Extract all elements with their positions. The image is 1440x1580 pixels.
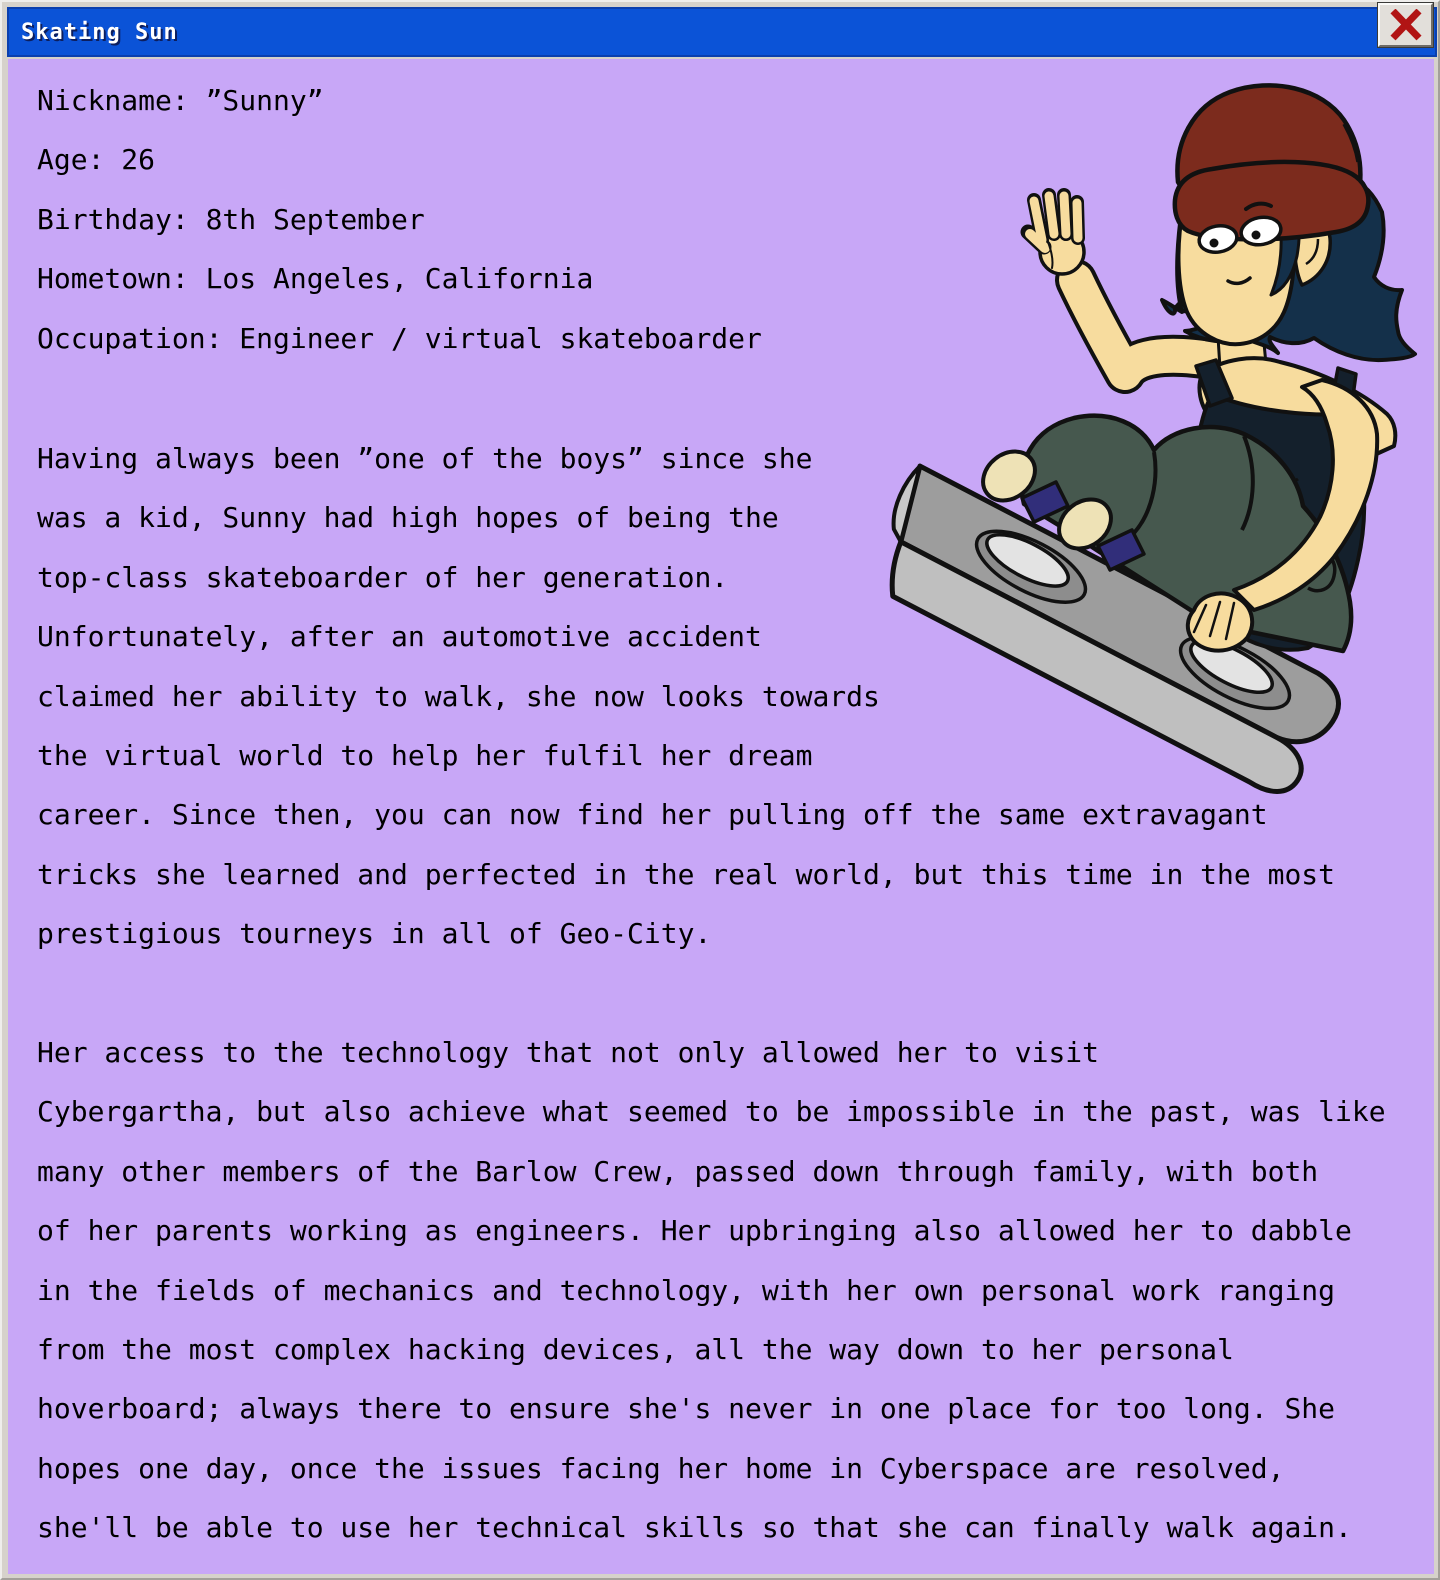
text-line: Birthday: 8th September xyxy=(37,202,425,236)
close-button[interactable] xyxy=(1378,3,1433,47)
beanie xyxy=(1175,85,1369,239)
text-line: Occupation: Engineer / virtual skateboarder xyxy=(37,321,762,355)
window-title: Skating Sun xyxy=(21,19,178,45)
text-line: Her access to the technology that not only allowed her to visit xyxy=(37,1036,1100,1069)
sunny-hoverboard-image xyxy=(882,787,1440,806)
bio-paragraph-2 xyxy=(37,1023,1386,1558)
text-line: prestigious tourneys in all of Geo-City. xyxy=(37,917,712,951)
text-line: Hometown: Los Angeles, California xyxy=(37,262,594,296)
content-area xyxy=(8,59,1434,1574)
title-bar xyxy=(7,7,1437,57)
text-line: Unfortunately, after an automotive accident xyxy=(37,620,762,654)
text-line: Cybergartha, but also achieve what seemed to be impossible in the past, was like xyxy=(37,1095,1386,1129)
text-line: Having always been ”one of the boys” since she xyxy=(37,442,813,475)
text-line: many other members of the Barlow Crew, passed down through family, with both xyxy=(37,1154,1319,1188)
text-line: in the fields of mechanics and technology, with her own personal work ranging xyxy=(37,1273,1336,1307)
character-illustration xyxy=(882,62,1440,802)
text-line: was a kid, Sunny had high hopes of being the xyxy=(37,501,779,535)
text-line: Age: 26 xyxy=(37,143,156,177)
close-icon xyxy=(1387,9,1425,41)
text-line: career. Since then, you can now find her pulling off the same extravagant xyxy=(37,798,1268,832)
text-line: hoverboard; always there to ensure she's never in one place for too long. She xyxy=(37,1392,1336,1426)
text-line: hopes one day, once the issues facing her home in Cyberspace are resolved, xyxy=(37,1451,1285,1485)
text-line: from the most complex hacking devices, all the way down to her personal xyxy=(37,1332,1234,1366)
text-line: claimed her ability to walk, she now looks towards xyxy=(37,679,880,713)
text-line: she'll be able to use her technical skills so that she can finally walk again. xyxy=(37,1511,1352,1545)
text-line: the virtual world to help her fulfil her dream xyxy=(37,738,813,772)
bio-fields xyxy=(37,71,762,368)
text-line: Nickname: ”Sunny” xyxy=(37,84,324,117)
text-line: top-class skateboarder of her generation. xyxy=(37,560,729,594)
text-line: of her parents working as engineers. Her upbringing also allowed her to dabble xyxy=(37,1214,1352,1248)
text-line: tricks she learned and perfected in the real world, but this time in the most xyxy=(37,857,1336,891)
